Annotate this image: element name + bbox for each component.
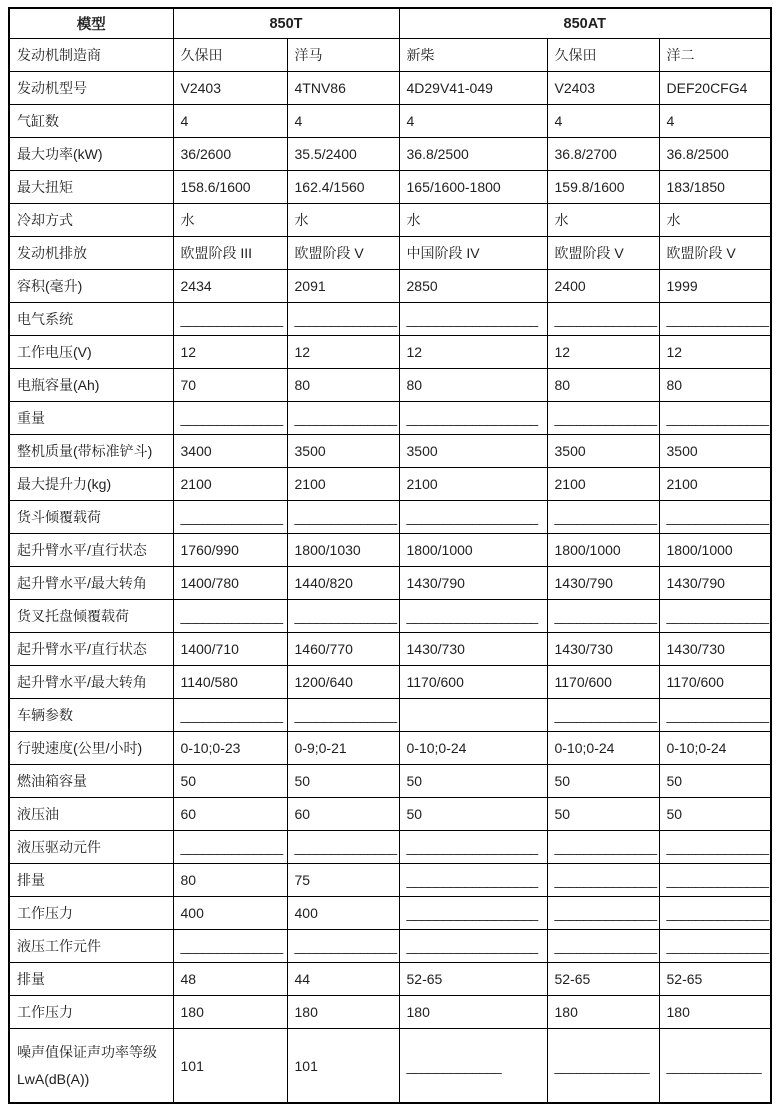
group-850at-header-cell: 850AT <box>399 8 771 39</box>
value-cell: 洋马 <box>287 39 399 72</box>
model-header-cell: 模型 <box>9 8 173 39</box>
value-cell: 165/1600-1800 <box>399 171 547 204</box>
blank-line-cell: _____________ <box>547 1029 659 1104</box>
value-cell: 35.5/2400 <box>287 138 399 171</box>
value-cell: 1400/710 <box>173 633 287 666</box>
blank-line-cell: ______________ <box>659 402 771 435</box>
spec-row <box>9 39 771 72</box>
value-cell: 久保田 <box>173 39 287 72</box>
value-cell: 欧盟阶段 V <box>547 237 659 270</box>
value-cell: 0-10;0-24 <box>547 732 659 765</box>
value-cell: 欧盟阶段 III <box>173 237 287 270</box>
value-cell: V2403 <box>547 72 659 105</box>
spec-row <box>9 105 771 138</box>
row-label-cell: 电瓶容量(Ah) <box>9 369 173 402</box>
spec-row <box>9 897 771 930</box>
spec-row <box>9 468 771 501</box>
row-label-cell: 起升臂水平/直行状态 <box>9 633 173 666</box>
value-cell: 12 <box>659 336 771 369</box>
value-cell: 50 <box>399 765 547 798</box>
value-cell: 4 <box>659 105 771 138</box>
row-label-cell: 最大提升力(kg) <box>9 468 173 501</box>
spec-row <box>9 666 771 699</box>
blank-line-cell: ______________ <box>659 831 771 864</box>
row-label-cell: 发动机型号 <box>9 72 173 105</box>
row-label-cell: 起升臂水平/直行状态 <box>9 534 173 567</box>
blank-line-cell: ______________ <box>287 699 399 732</box>
spec-row <box>9 501 771 534</box>
row-label-cell: 液压油 <box>9 798 173 831</box>
value-cell: 水 <box>659 204 771 237</box>
value-cell: 12 <box>399 336 547 369</box>
value-cell: 36.8/2500 <box>399 138 547 171</box>
spec-row <box>9 402 771 435</box>
value-cell: 101 <box>287 1029 399 1104</box>
row-label-cell: 容积(毫升) <box>9 270 173 303</box>
value-cell: 1430/790 <box>547 567 659 600</box>
blank-line-cell: ______________ <box>547 501 659 534</box>
value-cell: 50 <box>659 765 771 798</box>
value-cell: 0-10;0-23 <box>173 732 287 765</box>
blank-line-cell: _____________ <box>399 1029 547 1104</box>
spec-row <box>9 435 771 468</box>
value-cell: 1440/820 <box>287 567 399 600</box>
value-cell: 3400 <box>173 435 287 468</box>
value-cell: 162.4/1560 <box>287 171 399 204</box>
spec-row <box>9 996 771 1029</box>
row-label-cell: 排量 <box>9 963 173 996</box>
spec-row <box>9 798 771 831</box>
row-label-cell: 起升臂水平/最大转角 <box>9 666 173 699</box>
blank-line-cell: ______________ <box>547 864 659 897</box>
spec-row <box>9 270 771 303</box>
blank-line-cell: ______________ <box>547 831 659 864</box>
value-cell: 3500 <box>547 435 659 468</box>
value-cell: 洋二 <box>659 39 771 72</box>
blank-line-cell: __________________ <box>399 600 547 633</box>
value-cell: 3500 <box>659 435 771 468</box>
blank-line-cell: ______________ <box>287 303 399 336</box>
blank-line-cell: ______________ <box>173 303 287 336</box>
row-label-cell: 液压驱动元件 <box>9 831 173 864</box>
value-cell: 180 <box>547 996 659 1029</box>
row-label-cell: 排量 <box>9 864 173 897</box>
value-cell: 80 <box>399 369 547 402</box>
value-cell: 50 <box>287 765 399 798</box>
value-cell: 2400 <box>547 270 659 303</box>
group-850t-header-cell: 850T <box>173 8 399 39</box>
value-cell: 1170/600 <box>659 666 771 699</box>
blank-line-cell: ______________ <box>287 600 399 633</box>
value-cell: 久保田 <box>547 39 659 72</box>
spec-row <box>9 237 771 270</box>
row-label-cell: 货叉托盘倾覆载荷 <box>9 600 173 633</box>
row-label-cell: 电气系统 <box>9 303 173 336</box>
value-cell: 183/1850 <box>659 171 771 204</box>
blank-line-cell: __________________ <box>399 831 547 864</box>
value-cell: 2100 <box>399 468 547 501</box>
value-cell: 3500 <box>399 435 547 468</box>
value-cell: 60 <box>173 798 287 831</box>
value-cell: 4D29V41-049 <box>399 72 547 105</box>
row-label-cell: 燃油箱容量 <box>9 765 173 798</box>
empty-cell <box>399 699 547 732</box>
row-label-cell: 货斗倾覆载荷 <box>9 501 173 534</box>
spec-row <box>9 171 771 204</box>
spec-row <box>9 699 771 732</box>
blank-line-cell: ______________ <box>173 501 287 534</box>
blank-line-cell: ______________ <box>659 303 771 336</box>
value-cell: 52-65 <box>399 963 547 996</box>
spec-row <box>9 864 771 897</box>
value-cell: 50 <box>659 798 771 831</box>
value-cell: 新柴 <box>399 39 547 72</box>
value-cell: 1200/640 <box>287 666 399 699</box>
spec-row <box>9 336 771 369</box>
blank-line-cell: __________________ <box>399 930 547 963</box>
blank-line-cell: ______________ <box>173 699 287 732</box>
row-label-cell: 起升臂水平/最大转角 <box>9 567 173 600</box>
row-label-cell: 最大扭矩 <box>9 171 173 204</box>
value-cell: 44 <box>287 963 399 996</box>
row-label-cell: 行驶速度(公里/小时) <box>9 732 173 765</box>
value-cell: 2091 <box>287 270 399 303</box>
value-cell: 52-65 <box>547 963 659 996</box>
spec-table <box>8 7 772 1104</box>
value-cell: 1760/990 <box>173 534 287 567</box>
value-cell: 欧盟阶段 V <box>659 237 771 270</box>
spec-row <box>9 72 771 105</box>
value-cell: 1800/1000 <box>547 534 659 567</box>
value-cell: 12 <box>547 336 659 369</box>
value-cell: 0-10;0-24 <box>659 732 771 765</box>
blank-line-cell: ______________ <box>547 930 659 963</box>
value-cell: 水 <box>173 204 287 237</box>
spec-row <box>9 567 771 600</box>
value-cell: 36/2600 <box>173 138 287 171</box>
value-cell: 4 <box>173 105 287 138</box>
value-cell: 400 <box>287 897 399 930</box>
row-label-cell: 车辆参数 <box>9 699 173 732</box>
value-cell: 80 <box>173 864 287 897</box>
spec-row <box>9 138 771 171</box>
value-cell: 80 <box>547 369 659 402</box>
value-cell: 4 <box>547 105 659 138</box>
value-cell: 2100 <box>173 468 287 501</box>
value-cell: 36.8/2500 <box>659 138 771 171</box>
spec-row <box>9 963 771 996</box>
value-cell: 0-10;0-24 <box>399 732 547 765</box>
blank-line-cell: ______________ <box>659 864 771 897</box>
blank-line-cell: ______________ <box>173 600 287 633</box>
value-cell: 1430/790 <box>399 567 547 600</box>
spec-row <box>9 831 771 864</box>
row-label-cell: 发动机制造商 <box>9 39 173 72</box>
value-cell: 52-65 <box>659 963 771 996</box>
value-cell: 1430/730 <box>659 633 771 666</box>
blank-line-cell: __________________ <box>399 897 547 930</box>
blank-line-cell: ______________ <box>659 699 771 732</box>
value-cell: 80 <box>287 369 399 402</box>
value-cell: 50 <box>547 765 659 798</box>
value-cell: 1430/790 <box>659 567 771 600</box>
spec-row <box>9 732 771 765</box>
value-cell: 1800/1030 <box>287 534 399 567</box>
row-label-cell: 冷却方式 <box>9 204 173 237</box>
value-cell: 欧盟阶段 V <box>287 237 399 270</box>
value-cell: 水 <box>287 204 399 237</box>
value-cell: 70 <box>173 369 287 402</box>
value-cell: 2100 <box>659 468 771 501</box>
blank-line-cell: ______________ <box>287 930 399 963</box>
value-cell: 48 <box>173 963 287 996</box>
row-label-cell: 工作压力 <box>9 996 173 1029</box>
value-cell: 4 <box>287 105 399 138</box>
value-cell: 2100 <box>287 468 399 501</box>
value-cell: 水 <box>547 204 659 237</box>
blank-line-cell: ______________ <box>173 402 287 435</box>
value-cell: V2403 <box>173 72 287 105</box>
row-label-cell: 发动机排放 <box>9 237 173 270</box>
blank-line-cell: ______________ <box>287 402 399 435</box>
value-cell: 1430/730 <box>547 633 659 666</box>
value-cell: 3500 <box>287 435 399 468</box>
value-cell: 1170/600 <box>399 666 547 699</box>
spec-row <box>9 765 771 798</box>
value-cell: 1999 <box>659 270 771 303</box>
spec-row <box>9 534 771 567</box>
blank-line-cell: ______________ <box>659 501 771 534</box>
value-cell: 12 <box>173 336 287 369</box>
row-label-cell: 液压工作元件 <box>9 930 173 963</box>
row-label-cell: 重量 <box>9 402 173 435</box>
value-cell: 1800/1000 <box>399 534 547 567</box>
blank-line-cell: __________________ <box>399 402 547 435</box>
value-cell: 1170/600 <box>547 666 659 699</box>
value-cell: 400 <box>173 897 287 930</box>
spec-row <box>9 600 771 633</box>
blank-line-cell: ______________ <box>547 699 659 732</box>
value-cell: 4TNV86 <box>287 72 399 105</box>
value-cell: 12 <box>287 336 399 369</box>
value-cell: 1400/780 <box>173 567 287 600</box>
blank-line-cell: ______________ <box>547 303 659 336</box>
spec-table-body <box>9 39 771 1104</box>
spec-row <box>9 633 771 666</box>
value-cell: 1140/580 <box>173 666 287 699</box>
value-cell: 1430/730 <box>399 633 547 666</box>
blank-line-cell: __________________ <box>399 864 547 897</box>
value-cell: 180 <box>659 996 771 1029</box>
blank-line-cell: ______________ <box>659 600 771 633</box>
blank-line-cell: ______________ <box>659 897 771 930</box>
value-cell: 36.8/2700 <box>547 138 659 171</box>
blank-line-cell: __________________ <box>399 303 547 336</box>
value-cell: 180 <box>287 996 399 1029</box>
spec-row <box>9 1029 771 1104</box>
value-cell: 80 <box>659 369 771 402</box>
spec-row <box>9 303 771 336</box>
value-cell: 中国阶段 IV <box>399 237 547 270</box>
value-cell: 180 <box>399 996 547 1029</box>
value-cell: 2850 <box>399 270 547 303</box>
value-cell: 180 <box>173 996 287 1029</box>
value-cell: 4 <box>399 105 547 138</box>
value-cell: 50 <box>547 798 659 831</box>
row-label-cell: 工作压力 <box>9 897 173 930</box>
blank-line-cell: _____________ <box>659 1029 771 1104</box>
value-cell: 2434 <box>173 270 287 303</box>
blank-line-cell: ______________ <box>547 897 659 930</box>
row-label-cell: 最大功率(kW) <box>9 138 173 171</box>
value-cell: 158.6/1600 <box>173 171 287 204</box>
row-label-cell: 整机质量(带标准铲斗) <box>9 435 173 468</box>
value-cell: 75 <box>287 864 399 897</box>
blank-line-cell: ______________ <box>287 831 399 864</box>
value-cell: DEF20CFG4 <box>659 72 771 105</box>
value-cell: 101 <box>173 1029 287 1104</box>
value-cell: 1800/1000 <box>659 534 771 567</box>
spec-row <box>9 369 771 402</box>
value-cell: 1460/770 <box>287 633 399 666</box>
blank-line-cell: ______________ <box>287 501 399 534</box>
value-cell: 60 <box>287 798 399 831</box>
value-cell: 水 <box>399 204 547 237</box>
header-row <box>9 8 771 39</box>
value-cell: 50 <box>399 798 547 831</box>
blank-line-cell: ______________ <box>547 600 659 633</box>
blank-line-cell: ______________ <box>173 930 287 963</box>
spec-row <box>9 930 771 963</box>
blank-line-cell: __________________ <box>399 501 547 534</box>
spec-row <box>9 204 771 237</box>
value-cell: 159.8/1600 <box>547 171 659 204</box>
row-label-cell: 工作电压(V) <box>9 336 173 369</box>
blank-line-cell: ______________ <box>173 831 287 864</box>
value-cell: 50 <box>173 765 287 798</box>
blank-line-cell: ______________ <box>547 402 659 435</box>
value-cell: 2100 <box>547 468 659 501</box>
value-cell: 0-9;0-21 <box>287 732 399 765</box>
row-label-cell: 噪声值保证声功率等级 LwA(dB(A)) <box>9 1029 173 1104</box>
blank-line-cell: ______________ <box>659 930 771 963</box>
row-label-cell: 气缸数 <box>9 105 173 138</box>
